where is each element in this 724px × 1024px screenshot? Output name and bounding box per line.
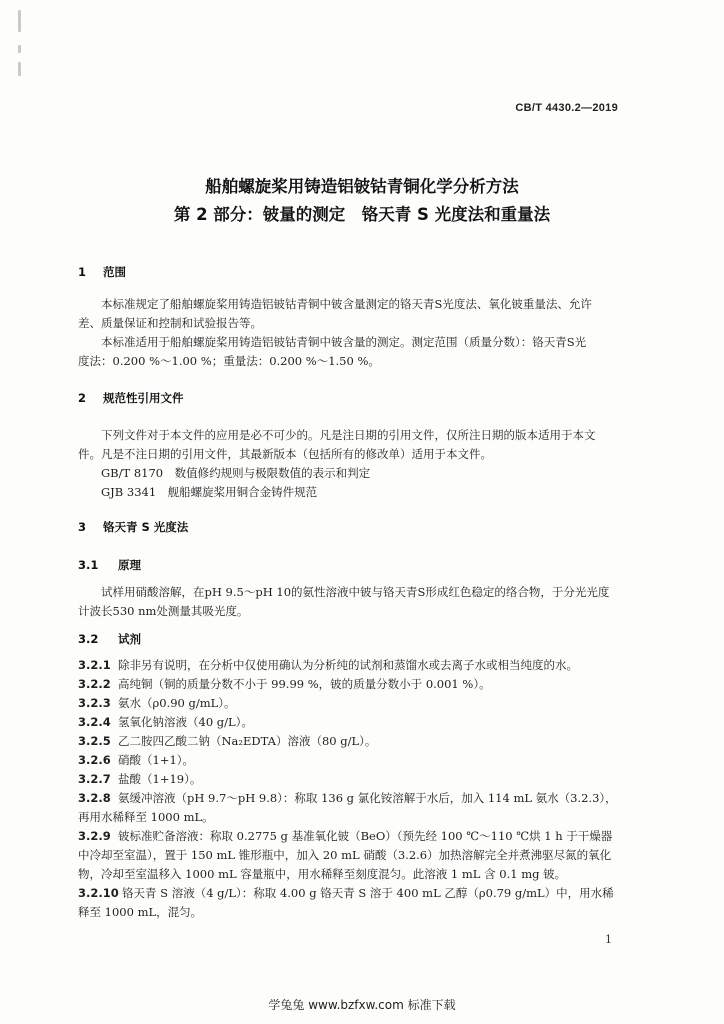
- item-number: 3.2.8: [78, 791, 111, 805]
- section-2-heading: [78, 390, 184, 406]
- paragraph-line: 试样用硝酸溶解，在pH 9.5～pH 10的氨性溶液中铍与铬天青S形成红色稳定的络合物，于分光光度: [101, 585, 610, 599]
- reagent-item: [78, 656, 578, 675]
- item-text: 硝酸（1+1）。: [118, 753, 195, 767]
- section-title: 范围: [103, 265, 126, 279]
- subsection-title: 原理: [118, 558, 141, 572]
- item-continuation: 物，冷却至室温移入 1000 mL 容量瓶中，用水稀释至刻度混匀。此溶液 1 mL 含 0.1 mg 铍。: [78, 867, 567, 881]
- item-number: 3.2.3: [78, 696, 111, 710]
- reagent-item: [78, 732, 376, 751]
- paragraph-line: 下列文件对于本文件的应用是必不可少的。凡是注日期的引用文件，仅所注日期的版本适用于本文: [101, 428, 596, 442]
- item-text: 乙二胺四乙酸二钠（Na₂EDTA）溶液（80 g/L）。: [118, 734, 377, 748]
- item-number: 3.2.9: [78, 829, 111, 843]
- paragraph-line: 计波长530 nm处测量其吸光度。: [78, 604, 249, 618]
- item-text: 氨水（ρ0.90 g/mL）。: [118, 696, 236, 710]
- item-text: 高纯铜（铜的质量分数不小于 99.99 %，铍的质量分数小于 0.001 %）。: [118, 677, 491, 691]
- item-continuation: 释至 1000 mL，混匀。: [78, 905, 203, 919]
- document-subtitle: 第 2 部分：铍量的测定 铬天青 S 光度法和重量法: [173, 205, 551, 224]
- reagent-item: [78, 770, 201, 789]
- section-3-heading: [78, 519, 188, 535]
- subsection-3-2-heading: [78, 631, 141, 647]
- subsection-title: 试剂: [118, 632, 141, 646]
- item-continuation: 再用水稀释至 1000 mL。: [78, 810, 214, 824]
- section-number: 2: [78, 391, 87, 405]
- item-text: 氢氧化钠溶液（40 g/L）。: [118, 715, 253, 729]
- scan-binding-edge: [0, 0, 38, 1024]
- subsection-3-1-heading: [78, 557, 141, 573]
- section-1-heading: [78, 264, 126, 280]
- reagent-item: [78, 884, 614, 903]
- reference-gb-8170: GB/T 8170 数值修约规则与极限数值的表示和判定: [101, 466, 371, 480]
- item-number: 3.2.5: [78, 734, 111, 748]
- item-number: 3.2.6: [78, 753, 111, 767]
- document-title: 船舶螺旋桨用铸造铝铍钴青铜化学分析方法: [205, 177, 519, 196]
- item-text: 氨缓冲溶液（pH 9.7～pH 9.8）：称取 136 g 氯化铵溶解于水后，加入 114 mL 氨水（3.2.3），: [118, 791, 617, 805]
- page-number: 1: [605, 933, 612, 946]
- section-title: 规范性引用文件: [103, 391, 184, 405]
- item-number: 3.2.2: [78, 677, 111, 691]
- item-text: 盐酸（1+19）。: [118, 772, 202, 786]
- item-text: 除非另有说明，在分析中仅使用确认为分析纯的试剂和蒸馏水或去离子水或相当纯度的水。: [118, 658, 578, 672]
- section-number: 1: [78, 265, 87, 279]
- item-text: 铍标准贮备溶液：称取 0.2775 g 基准氧化铍（BeO）（预先经 100 ℃～110 ℃烘 1 h 于干燥器: [118, 829, 613, 843]
- item-number: 3.2.7: [78, 772, 111, 786]
- item-number: 3.2.10: [78, 886, 119, 900]
- reagent-item: [78, 694, 236, 713]
- item-continuation: 中冷却至室温），置于 150 mL 锥形瓶中，加入 20 mL 硝酸（3.2.6）加热溶解完全并煮沸驱尽氮的氧化: [78, 848, 612, 862]
- item-number: 3.2.4: [78, 715, 111, 729]
- footer-watermark: 学兔兔 www.bzfxw.com 标准下载: [268, 998, 456, 1012]
- paragraph-line: 差、质量保证和控制和试验报告等。: [78, 316, 262, 330]
- paragraph-line: 本标准规定了船舶螺旋桨用铸造铝铍钴青铜中铍含量测定的铬天青S光度法、氧化铍重量法、允许: [101, 297, 592, 311]
- item-number: 3.2.1: [78, 658, 111, 672]
- paragraph-line: 件。凡是不注日期的引用文件，其最新版本（包括所有的修改单）适用于本文件。: [78, 447, 492, 461]
- section-title: 铬天青 S 光度法: [103, 520, 189, 534]
- standard-number: CB/T 4430.2—2019: [515, 102, 618, 114]
- paragraph-line: 度法：0.200 %～1.00 %；重量法：0.200 %～1.50 %。: [78, 354, 380, 368]
- section-number: 3: [78, 520, 87, 534]
- reagent-item: [78, 827, 612, 846]
- subsection-number: 3.2: [78, 632, 99, 646]
- paragraph-line: 本标准适用于船舶螺旋桨用铸造铝铍钴青铜中铍含量的测定。测定范围（质量分数）：铬天青S光: [101, 335, 587, 349]
- reagent-item: [78, 675, 491, 694]
- reagent-item: [78, 713, 253, 732]
- item-text: 铬天青 S 溶液（4 g/L）：称取 4.00 g 铬天青 S 溶于 400 mL 乙醇（ρ0.79 g/mL）中，用水稀: [122, 886, 614, 900]
- subsection-number: 3.1: [78, 558, 99, 572]
- reference-gjb-3341: GJB 3341 舰船螺旋桨用铜合金铸件规范: [101, 485, 318, 499]
- reagent-item: [78, 751, 194, 770]
- reagent-item: [78, 789, 617, 808]
